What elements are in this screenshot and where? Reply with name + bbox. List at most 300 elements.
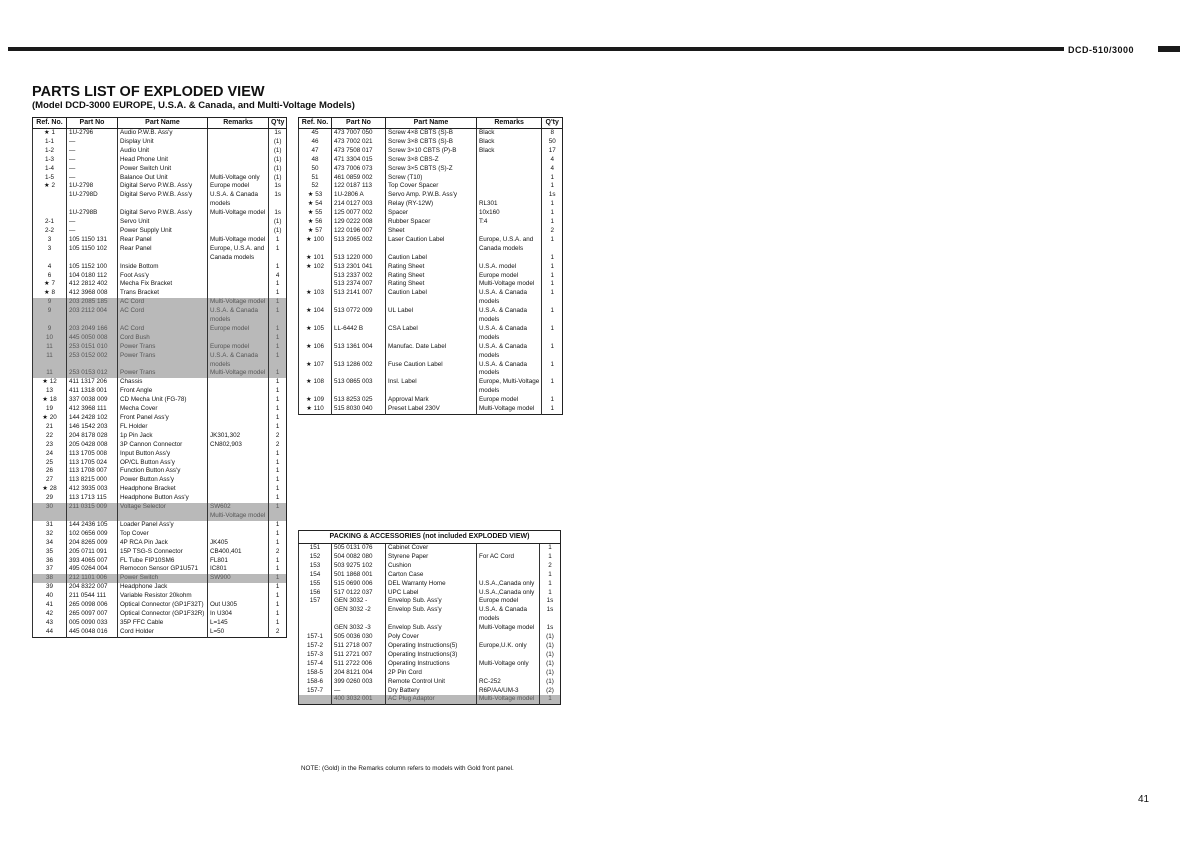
table-cell [208,592,269,601]
table-cell: 517 0122 037 [332,589,386,598]
table-cell [208,521,269,530]
table-cell: OP/CL Button Ass'y [118,459,208,468]
table-cell: ★ 28 [33,485,67,494]
table-cell: 125 0077 002 [332,209,386,218]
table-row [299,352,563,361]
table-cell: Rear Panel [118,245,208,254]
table-row [299,361,563,370]
table-cell: (1) [540,669,561,678]
table-cell: Envelop Sub. Ass'y [386,597,477,606]
table-cell: 50 [542,138,563,147]
table-cell: 513 8253 025 [332,396,386,405]
table-cell: 1 [542,218,563,227]
table-cell: Digital Servo P.W.B. Ass'y [118,209,208,218]
table-cell: 26 [33,467,67,476]
table-cell: 46 [299,138,332,147]
table-cell: 158-5 [299,669,332,678]
table-cell: models [477,352,542,361]
packing-table [298,530,561,705]
table-cell [208,334,269,343]
column-header: Q'ty [269,118,287,129]
table-cell: 1 [269,369,287,378]
table-cell: 8 [542,129,563,138]
table-cell: ★ 104 [299,307,332,316]
table-cell: Headphone Jack [118,583,208,592]
table-row [299,553,561,562]
table-row [299,200,563,209]
table-cell [542,387,563,396]
table-cell: 204 8178 028 [67,432,118,441]
table-cell [208,272,269,281]
table-cell: Styrene Paper [386,553,477,562]
model-name: DCD-510/3000 [1068,45,1135,55]
table-row [299,334,563,343]
right-table-body [299,129,563,415]
table-row [33,459,287,468]
table-cell: models [477,316,542,325]
table-row [33,503,287,512]
table-cell [542,369,563,378]
table-cell: 1 [269,423,287,432]
table-cell: 204 8121 004 [332,669,386,678]
table-cell: 3P Cannon Connector [118,441,208,450]
table-cell: 157-7 [299,687,332,696]
table-cell: Digital Servo P.W.B. Ass'y [118,191,208,200]
table-cell: 1 [269,245,287,254]
table-cell [33,209,67,218]
table-cell: CB400,401 [208,548,269,557]
table-cell: Operating Instructions(3) [386,651,477,660]
table-cell [208,396,269,405]
table-cell: 38 [33,574,67,583]
table-cell [477,165,542,174]
table-cell: 2-2 [33,227,67,236]
table-cell: 204 8265 009 [67,539,118,548]
table-cell: ★ 20 [33,414,67,423]
table-cell: (1) [540,660,561,669]
table-cell: Sheet [386,227,477,236]
table-cell: 122 0196 007 [332,227,386,236]
table-row [33,619,287,628]
table-row [33,316,287,325]
table-row [299,405,563,414]
table-row [33,361,287,370]
table-row [33,548,287,557]
table-cell: 1-5 [33,174,67,183]
table-cell [208,280,269,289]
table-cell: 1 [269,263,287,272]
table-cell: Screw 4×8 CBTS (S)-B [386,129,477,138]
table-cell: Inside Bottom [118,263,208,272]
table-cell: 1 [269,298,287,307]
table-cell: Foot Ass'y [118,272,208,281]
table-cell: Rating Sheet [386,272,477,281]
table-cell: Approval Mark [386,396,477,405]
table-cell: Chassis [118,378,208,387]
table-cell: 504 0082 080 [332,553,386,562]
table-cell: — [332,687,386,696]
table-cell [208,423,269,432]
table-cell: ★ 1 [33,129,67,138]
table-cell [208,414,269,423]
table-cell [67,361,118,370]
table-cell: 212 1101 006 [67,574,118,583]
table-cell: 503 9275 102 [332,562,386,571]
table-cell: 1s [540,597,561,606]
table-cell [477,562,540,571]
table-cell: 146 1542 203 [67,423,118,432]
table-cell: 2P Pin Cord [386,669,477,678]
table-cell: 1 [269,236,287,245]
table-cell: Balance Out Unit [118,174,208,183]
table-cell: 400 3032 001 [332,695,386,704]
table-cell: 501 1868 001 [332,571,386,580]
table-cell: (1) [269,147,287,156]
header-end-block [1158,46,1180,52]
table-cell: Mecha Cover [118,405,208,414]
table-cell: SW602 [208,503,269,512]
packing-title-row [299,531,561,544]
table-row [33,325,287,334]
table-cell: 1-3 [33,156,67,165]
table-cell: 473 7508 017 [332,147,386,156]
table-row [299,138,563,147]
table-cell: Top Cover Spacer [386,182,477,191]
table-cell: 1 [540,695,561,704]
table-cell: Power Trans [118,343,208,352]
table-cell: ★ 54 [299,200,332,209]
table-cell: Rating Sheet [386,263,477,272]
table-cell: FL801 [208,557,269,566]
table-cell: 513 1361 004 [332,343,386,352]
table-row [33,369,287,378]
table-cell: R6P/AA/UM-3 [477,687,540,696]
table-cell: 461 0859 002 [332,174,386,183]
table-cell: Europe model [477,597,540,606]
table-cell: JK405 [208,539,269,548]
table-cell: Canada models [208,254,269,263]
table-cell: U.S.A. & Canada [208,191,269,200]
table-cell: IC801 [208,565,269,574]
table-cell: 11 [33,352,67,361]
table-cell: U.S.A. & Canada [208,352,269,361]
table-cell [332,369,386,378]
table-row [33,414,287,423]
table-row [33,191,287,200]
table-row [33,539,287,548]
table-cell [386,352,477,361]
table-cell [208,459,269,468]
table-cell: 144 2436 105 [67,521,118,530]
table-cell: 2 [269,432,287,441]
table-cell: 1 [542,361,563,370]
table-cell [477,669,540,678]
table-cell: Caution Label [386,289,477,298]
table-cell: For AC Cord [477,553,540,562]
table-cell [208,218,269,227]
table-cell: 157-1 [299,633,332,642]
table-row [33,280,287,289]
table-cell: Envelop Sub. Ass'y [386,624,477,633]
table-cell [477,544,540,553]
table-cell: 1 [540,544,561,553]
table-cell: 513 2141 007 [332,289,386,298]
table-row [299,642,561,651]
table-cell: 1 [542,272,563,281]
table-cell [477,174,542,183]
table-row [299,227,563,236]
table-cell: Europe model [208,343,269,352]
table-row [299,263,563,272]
table-cell [33,254,67,263]
table-row [299,624,561,633]
table-cell: 27 [33,476,67,485]
table-cell: 105 1150 102 [67,245,118,254]
table-cell: 157-2 [299,642,332,651]
column-header: Part Name [118,118,208,129]
table-row [33,557,287,566]
table-row [299,695,561,704]
table-cell: 513 2065 002 [332,236,386,245]
table-cell: 1U-2798D [67,191,118,200]
table-cell: ★ 103 [299,289,332,298]
table-cell: 144 2428 102 [67,414,118,423]
table-row [33,352,287,361]
table-cell: U.S.A.,Canada only [477,589,540,598]
table-cell: U.S.A. & Canada [477,307,542,316]
table-cell: 473 7006 073 [332,165,386,174]
table-cell: 1s [269,191,287,200]
table-cell: 513 0865 003 [332,378,386,387]
table-row [299,562,561,571]
table-cell: 105 1152 100 [67,263,118,272]
table-cell: JK301,302 [208,432,269,441]
table-cell: 1 [542,405,563,414]
table-cell: 151 [299,544,332,553]
table-row [33,138,287,147]
column-header: Ref. No. [299,118,332,129]
table-cell: ★ 56 [299,218,332,227]
table-cell [118,512,208,521]
table-cell [299,369,332,378]
table-cell: 1p Pin Jack [118,432,208,441]
table-cell: Multi-Voltage model [477,695,540,704]
table-cell [477,633,540,642]
table-cell [477,156,542,165]
column-header: Ref. No. [33,118,67,129]
table-cell [208,147,269,156]
table-row [33,165,287,174]
table-cell: 445 0048 016 [67,628,118,637]
table-cell [386,369,477,378]
table-cell: CD Mecha Unit (FG-78) [118,396,208,405]
table-cell: Europe, U.S.A. and [477,236,542,245]
table-cell: Black [477,129,542,138]
table-cell: 265 0098 006 [67,601,118,610]
table-cell: Envelop Sub. Ass'y [386,606,477,615]
table-cell: 52 [299,182,332,191]
table-cell: 157-3 [299,651,332,660]
page-subtitle: (Model DCD-3000 EUROPE, U.S.A. & Canada, and Multi-Voltage Models) [32,100,355,111]
table-row [33,334,287,343]
table-cell: Europe, U.S.A. and [208,245,269,254]
table-cell: ★ 105 [299,325,332,334]
table-row [299,660,561,669]
table-row [299,343,563,352]
table-row [299,236,563,245]
table-row [33,512,287,521]
table-cell: 1 [269,539,287,548]
table-cell: U.S.A. & Canada [477,325,542,334]
table-cell: GEN 3032 -3 [332,624,386,633]
table-cell: Multi-Voltage model [208,369,269,378]
table-cell [118,316,208,325]
table-row [33,147,287,156]
table-cell: Caution Label [386,254,477,263]
table-cell [208,530,269,539]
table-cell: 1 [269,610,287,619]
table-cell: 471 3304 015 [332,156,386,165]
table-row [299,316,563,325]
table-cell: Fuse Caution Label [386,361,477,370]
table-cell: ★ 101 [299,254,332,263]
table-row [299,580,561,589]
table-cell: Black [477,147,542,156]
table-cell: Input Button Ass'y [118,450,208,459]
table-cell: 1s [540,606,561,615]
table-cell: 1 [540,571,561,580]
table-cell: 513 1220 000 [332,254,386,263]
table-cell: 203 2049 166 [67,325,118,334]
table-row [33,129,287,138]
table-cell: 1 [269,521,287,530]
table-cell: Europe model [477,272,542,281]
table-cell: L=145 [208,619,269,628]
table-cell: 513 0772 009 [332,307,386,316]
table-cell: Multi-Voltage model [208,512,269,521]
table-cell: (2) [540,687,561,696]
table-cell: 1-1 [33,138,67,147]
table-cell: 412 3968 008 [67,289,118,298]
table-cell: 4P RCA Pin Jack [118,539,208,548]
table-cell: (1) [540,642,561,651]
table-cell: 10x160 [477,209,542,218]
table-cell: 1 [269,601,287,610]
table-cell: 1U-2798 [67,182,118,191]
table-cell: ★ 57 [299,227,332,236]
table-cell: 495 0264 004 [67,565,118,574]
table-cell: ★ 109 [299,396,332,405]
table-cell [332,334,386,343]
table-row [299,280,563,289]
table-cell: Power Switch [118,574,208,583]
table-cell [299,615,332,624]
table-cell [542,245,563,254]
table-cell: 113 1713 115 [67,494,118,503]
table-cell: Carton Case [386,571,477,580]
table-cell: Variable Resistor 20kohm [118,592,208,601]
table-row [299,191,563,200]
table-cell: (1) [269,138,287,147]
table-cell: Headphone Button Ass'y [118,494,208,503]
table-cell: 10 [33,334,67,343]
table-row [33,583,287,592]
table-cell [386,316,477,325]
table-cell: UPC Label [386,589,477,598]
table-row [33,405,287,414]
table-header-row [33,118,287,129]
table-cell: 4 [542,165,563,174]
table-cell [299,695,332,704]
table-cell: 1 [269,334,287,343]
table-cell: 30 [33,503,67,512]
table-cell: 11 [33,369,67,378]
table-cell [542,334,563,343]
table-cell: U.S.A. & Canada [477,289,542,298]
table-cell [118,200,208,209]
table-cell: 17 [542,147,563,156]
table-cell: U.S.A. model [477,263,542,272]
table-cell: 211 0544 111 [67,592,118,601]
table-cell: 513 2337 002 [332,272,386,281]
table-cell: (1) [269,227,287,236]
table-cell: 399 0260 003 [332,678,386,687]
table-cell [542,352,563,361]
table-cell: Manufac. Date Label [386,343,477,352]
table-cell: 005 0090 033 [67,619,118,628]
table-cell: CN802,903 [208,441,269,450]
table-cell [299,624,332,633]
table-cell [208,476,269,485]
table-cell: 4 [542,156,563,165]
table-cell: 1 [540,589,561,598]
table-cell: 505 0131 076 [332,544,386,553]
table-row [33,565,287,574]
table-cell: 1 [269,450,287,459]
table-cell: 1 [269,530,287,539]
table-cell: 1 [269,494,287,503]
table-row [33,227,287,236]
table-cell [332,352,386,361]
table-row [299,147,563,156]
table-cell: 9 [33,307,67,316]
table-cell [332,245,386,254]
table-cell [208,165,269,174]
table-cell: 411 1317 206 [67,378,118,387]
table-cell: 511 2722 006 [332,660,386,669]
footnote: NOTE: (Gold) in the Remarks column refers to models with Gold front panel. [301,765,514,772]
table-row [33,628,287,637]
table-row [33,574,287,583]
table-cell: GEN 3032 - [332,597,386,606]
table-cell [477,182,542,191]
table-row [299,307,563,316]
table-cell: U.S.A. & Canada [477,361,542,370]
table-cell: (1) [269,218,287,227]
table-cell: 411 1318 001 [67,387,118,396]
table-cell: 36 [33,557,67,566]
table-cell: 1 [269,557,287,566]
table-cell: — [67,156,118,165]
table-row [299,687,561,696]
table-row [299,651,561,660]
table-row [299,633,561,642]
table-cell: 1 [269,476,287,485]
table-cell: 1 [269,280,287,289]
table-cell: Multi-Voltage model [208,209,269,218]
table-cell: ★ 8 [33,289,67,298]
table-cell: Canada models [477,245,542,254]
